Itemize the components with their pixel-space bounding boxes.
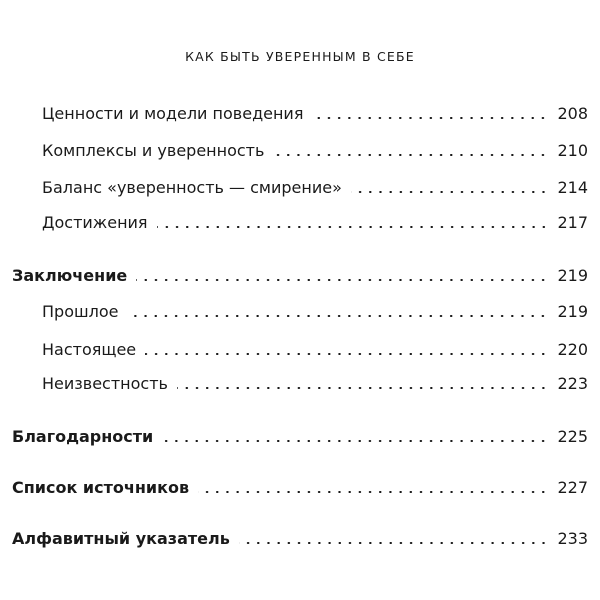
- toc-entry-title: Алфавитный указатель: [12, 529, 230, 548]
- toc-entry-page: 217: [557, 213, 588, 232]
- toc-entry-page: 225: [557, 427, 588, 446]
- dot-leader: [273, 154, 548, 156]
- toc-entry-page: 220: [557, 340, 588, 359]
- toc-entry-sources: [12, 477, 588, 499]
- toc-entry-title: Неизвестность: [42, 374, 168, 393]
- toc-entry-conclusion: [12, 265, 588, 287]
- dot-leader: [351, 191, 549, 193]
- dot-leader: [312, 117, 548, 119]
- toc-entry-title: Баланс «уверенность — смирение»: [42, 178, 342, 197]
- toc-entry-title: Настоящее: [42, 340, 137, 359]
- dot-leader: [136, 279, 548, 281]
- dot-leader: [127, 315, 548, 317]
- toc-entry-page: 219: [557, 266, 588, 285]
- toc-entry-page: 208: [557, 104, 588, 123]
- toc-entry-title: Достижения: [42, 213, 148, 232]
- toc-entry-title: Ценности и модели поведения: [42, 104, 304, 123]
- toc-entry-page: 214: [557, 178, 588, 197]
- dot-leader: [198, 491, 548, 493]
- dot-leader: [239, 542, 549, 544]
- toc-entry-page: 233: [557, 529, 588, 548]
- toc-entry-present: [42, 339, 588, 361]
- toc-entry-acknowledgements: [12, 426, 588, 448]
- toc-entry-page: 210: [557, 141, 588, 160]
- toc-entry-page: 223: [557, 374, 588, 393]
- toc-entry-page: 227: [557, 478, 588, 497]
- toc-entry-achievements: [42, 212, 588, 234]
- toc-entry-past: [42, 301, 588, 323]
- dot-leader: [177, 387, 548, 389]
- dot-leader: [145, 353, 548, 355]
- toc-entry-title: Комплексы и уверенность: [42, 141, 265, 160]
- toc-entry-balance: [42, 177, 588, 199]
- toc-entry-values-behavior: [42, 103, 588, 125]
- toc-entry-complexes-confidence: [42, 140, 588, 162]
- dot-leader: [157, 226, 549, 228]
- toc-entry-title: Заключение: [12, 266, 128, 285]
- toc-entry-index: [12, 528, 588, 550]
- running-head: КАК БЫТЬ УВЕРЕННЫМ В СЕБЕ: [185, 49, 415, 64]
- toc-entry-unknown: [42, 373, 588, 395]
- toc-entry-title: Список источников: [12, 478, 190, 497]
- toc-entry-title: Благодарности: [12, 427, 154, 446]
- dot-leader: [162, 440, 548, 442]
- toc-entry-page: 219: [557, 302, 588, 321]
- toc-entry-title: Прошлое: [42, 302, 119, 321]
